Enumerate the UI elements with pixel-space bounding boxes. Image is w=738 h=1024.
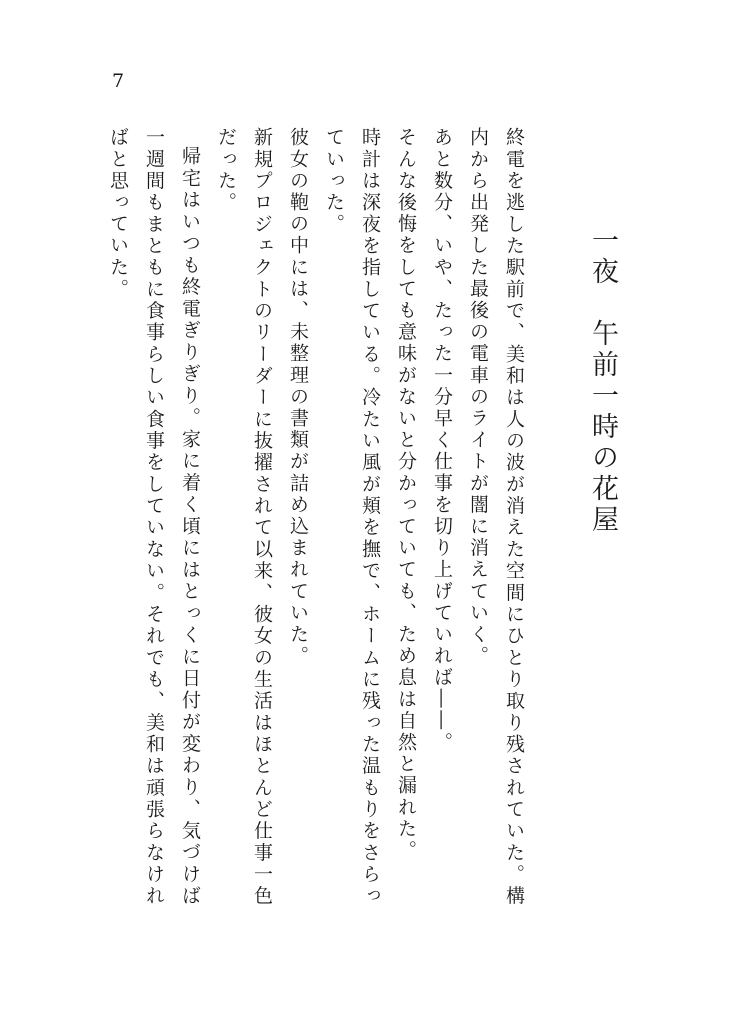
paragraph: 時計は深夜を指している。冷たい風が頬を撫で、ホームに残った温もりをさらっていった。 — [323, 127, 381, 907]
page-number: 7 — [112, 70, 125, 92]
paragraph: 終電を逃した駅前で、美和は人の波が消えた空間にひとり取り残されていた。構内から出発した最後の電車のライトが闇に消えていく。 — [467, 127, 525, 907]
body-text — [100, 127, 532, 907]
chapter-title: 一夜 午前一時の花屋 — [587, 226, 618, 536]
paragraph: 帰宅はいつも終電ぎりぎり。家に着く頃にはとっくに日付が変わり、気づけば一週間もまともに食事らしい食事をしていない。それでも、美和は頑張らなければと思っていた。 — [107, 127, 201, 907]
paragraph: 新規プロジェクトのリーダーに抜擢されて以来、彼女の生活はほとんど仕事一色だった。 — [215, 127, 273, 907]
paragraph: そんな後悔をしても意味がないと分かっていても、ため息は自然と漏れた。 — [395, 127, 417, 862]
paragraph: あと数分、いや、たった一分早く仕事を切り上げていれば――。 — [431, 127, 453, 754]
paragraph: 彼女の鞄の中には、未整理の書類が詰め込まれていた。 — [287, 127, 309, 667]
